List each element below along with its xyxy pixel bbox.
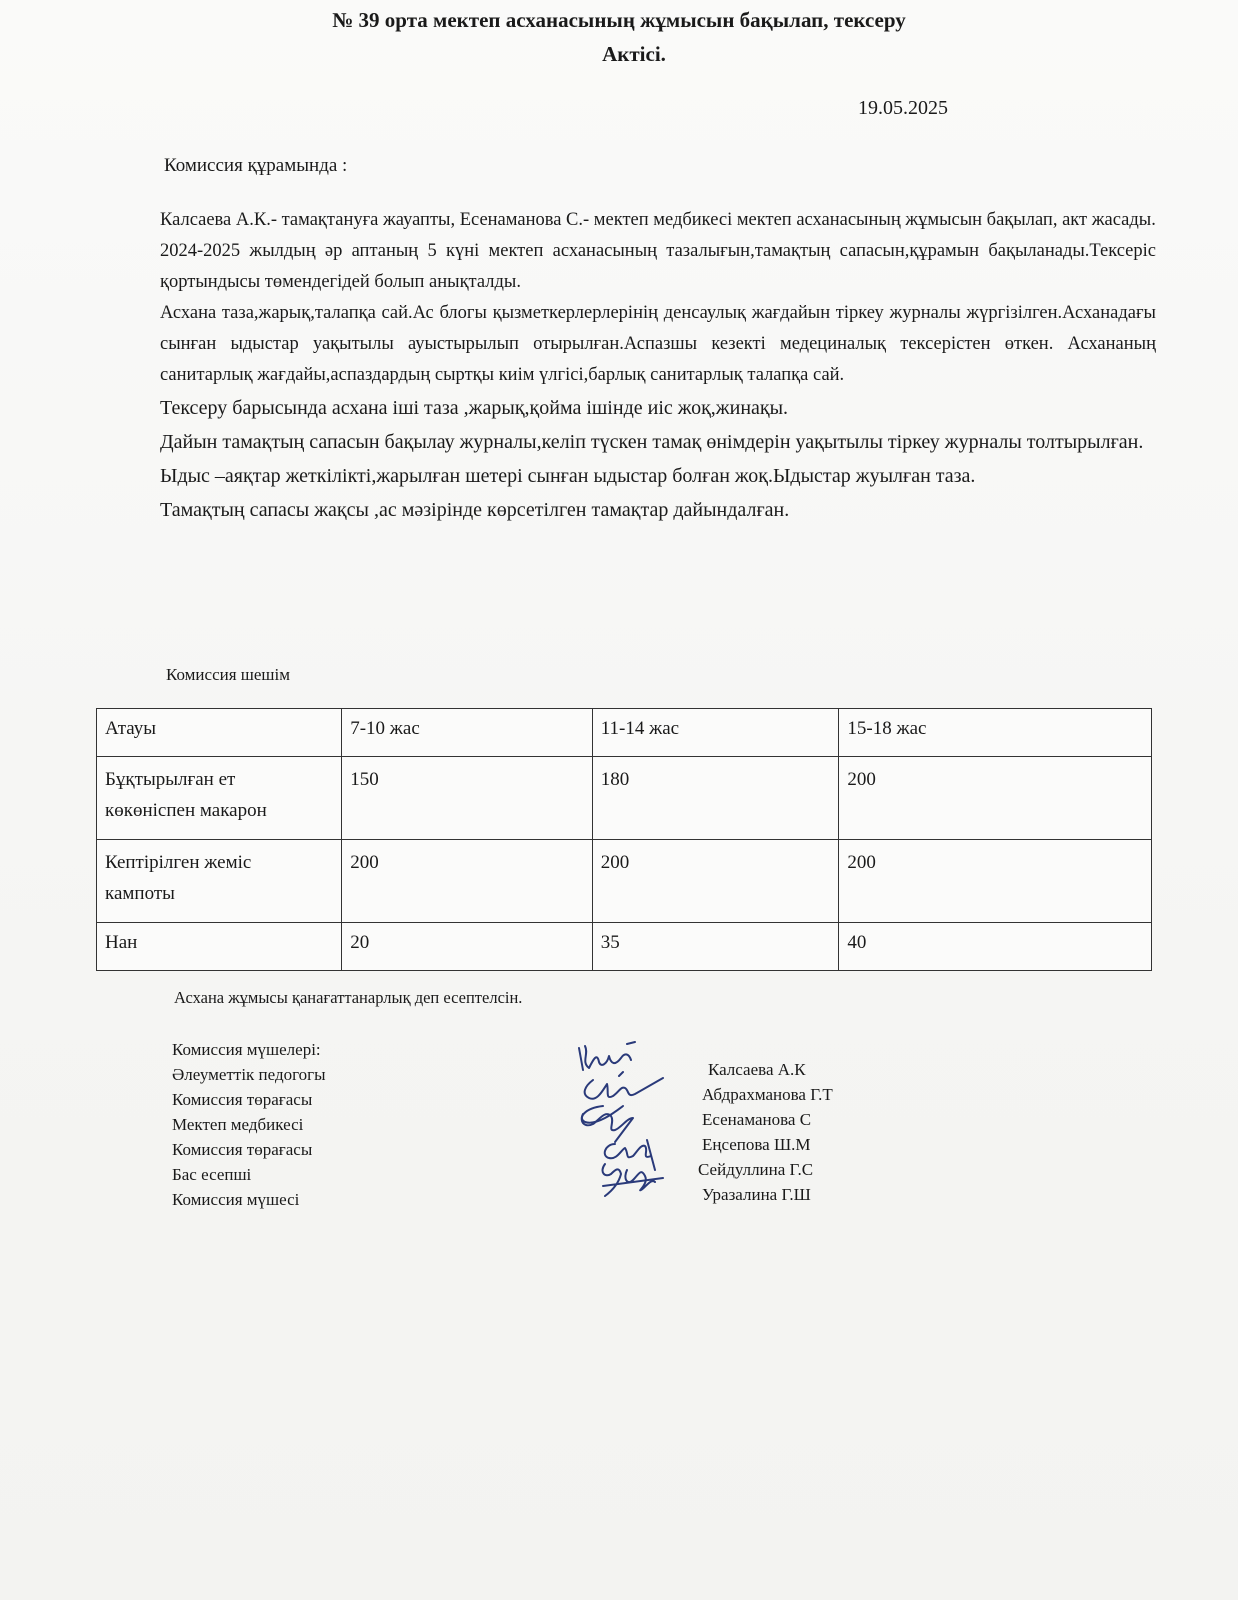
dish-name: Бұқтырылған ет: [105, 769, 236, 790]
document-date: 19.05.2025: [858, 97, 948, 119]
dish-name: кампоты: [105, 883, 175, 904]
portion-cell: 20: [342, 923, 593, 971]
dish-name: көкөніспен макарон: [105, 800, 267, 821]
member-name: Еңсепова Ш.М: [702, 1135, 811, 1154]
signature-stroke: [582, 1072, 663, 1123]
table-header-cell: 7-10 жас: [342, 709, 593, 757]
member-name: Есенаманова С: [702, 1110, 812, 1129]
portion-cell: 200: [592, 840, 839, 923]
portion-cell: 200: [839, 840, 1152, 923]
member-role: Мектеп медбикесі: [172, 1115, 304, 1134]
table-header-cell: Атауы: [97, 709, 342, 757]
body-text: [160, 205, 1156, 527]
member-name: Абдрахманова Г.Т: [702, 1085, 833, 1104]
member-role: Комиссия төрағасы: [172, 1140, 313, 1159]
paragraph: Тамақтың сапасы жақсы ,ас мәзірінде көрсетілген тамақтар дайындалған.: [160, 499, 790, 521]
signature-stroke: [605, 1140, 655, 1170]
table-header-cell: 15-18 жас: [839, 709, 1152, 757]
table-header-cell: 11-14 жас: [592, 709, 839, 757]
menu-table: [96, 708, 1152, 971]
paragraph: Ыдыс –аяқтар жеткілікті,жарылған шетері сынған ыдыстар болған жоқ.Ыдыстар жуылған таза.: [160, 465, 976, 487]
decision-label: Комиссия шешім: [166, 665, 290, 684]
signature-stroke: [579, 1042, 635, 1070]
dish-name: Кептірілген жеміс: [105, 852, 252, 873]
document-title: № 39 орта мектеп асханасының жұмысын бақылап, тексеру: [332, 8, 906, 32]
portion-cell: 35: [592, 923, 839, 971]
portion-cell: 200: [839, 757, 1152, 840]
table-row: [97, 840, 1152, 923]
portion-cell: 150: [342, 757, 593, 840]
portion-cell: 180: [592, 757, 839, 840]
member-name: Уразалина Г.Ш: [702, 1185, 811, 1204]
signature-stroke: [582, 1114, 633, 1142]
dish-name-cell: [97, 757, 342, 840]
member-role: Комиссия мүшесі: [172, 1190, 300, 1209]
document-title-act: Актісі.: [602, 42, 666, 66]
conclusion-text: Асхана жұмысы қанағаттанарлық деп есептелсін.: [174, 988, 523, 1007]
dish-name-cell: [97, 840, 342, 923]
table-header-row: [97, 709, 1152, 757]
paragraph: 2024-2025 жылдың әр аптаның 5 күні мектеп асханасының тазалығын,тамақтың сапасын,құрамын бақыланады.Тексеріс қортындысы төмендегідей болып анықталды.: [160, 241, 1156, 292]
portion-cell: 40: [839, 923, 1152, 971]
table-row: [97, 923, 1152, 971]
member-role: Комиссия төрағасы: [172, 1090, 313, 1109]
member-roles: [172, 1037, 326, 1212]
member-name: Калсаева А.К: [708, 1060, 806, 1079]
handwritten-signatures: [575, 1040, 695, 1220]
paragraph: Тексеру барысында асхана іші таза ,жарық,қойма ішінде иіс жоқ,жинақы.: [160, 397, 789, 419]
portion-cell: 200: [342, 840, 593, 923]
paragraph: Калсаева А.К.- тамақтануға жауапты, Есенаманова С.- мектеп медбикесі мектеп асханасының жұмысын бақылап, акт жасады.: [160, 210, 1156, 230]
members-label: Комиссия мүшелері:: [172, 1040, 321, 1059]
paragraph: Дайын тамақтың сапасын бақылау журналы,келіп түскен тамақ өнімдерін уақытылы тіркеу журналы толтырылған.: [160, 431, 1144, 453]
table-row: [97, 757, 1152, 840]
commission-label: Комиссия құрамында :: [164, 155, 348, 176]
member-role: Бас есепші: [172, 1165, 252, 1184]
dish-name-cell: Нан: [97, 923, 342, 971]
member-names: [698, 1057, 833, 1207]
member-name: Сейдуллина Г.С: [698, 1160, 814, 1179]
member-role: Әлеуметтік педогогы: [172, 1065, 326, 1084]
paragraph: Асхана таза,жарық,талапқа сай.Ас блогы қызметкерлерлерінің денсаулық жағдайын тіркеу журналы жүргізілген.Асханадағы сынған ыдыстар уақытылы ауыстырылып отырылған.Аспазшы кезекті медециналық тексерістен өткен. Асхананың санитарлық жағдайы,аспаздардың сыртқы киім үлгісі,барлық санитарлық талапқа сай.: [160, 303, 1156, 385]
